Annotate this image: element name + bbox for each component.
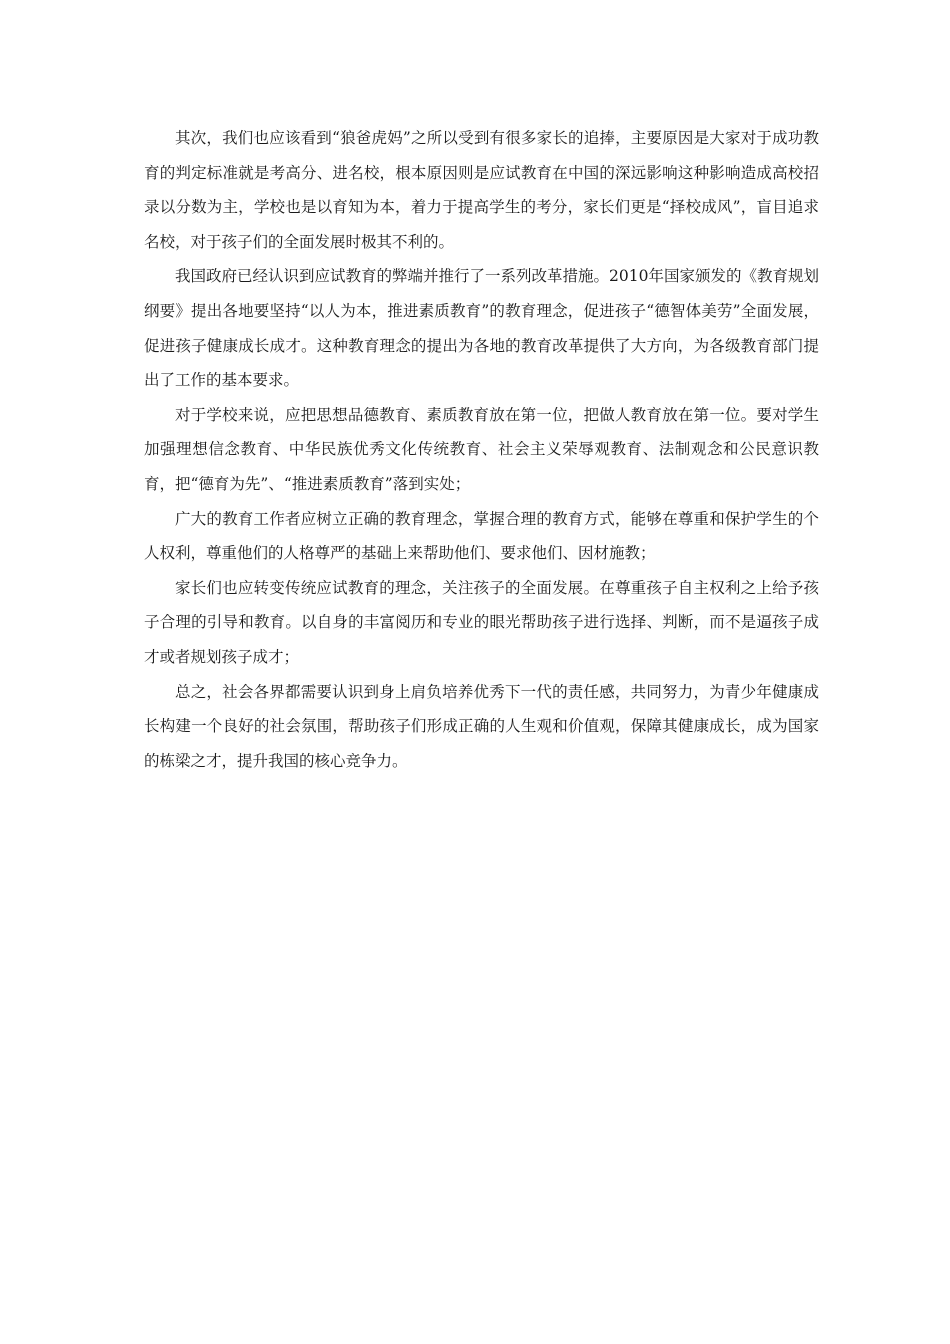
paragraph-4: 广大的教育工作者应树立正确的教育理念，掌握合理的教育方式，能够在尊重和保护学生的个人权利，尊重他们的人格尊严的基础上来帮助他们、要求他们、因材施教； <box>144 509 819 563</box>
paragraph-1: 其次，我们也应该看到“狼爸虎妈”之所以受到有很多家长的追捧，主要原因是大家对于成功教育的判定标准就是考高分、进名校，根本原因则是应试教育在中国的深远影响这种影响造成高校招录以分数为主，学校也是以育知为本，着力于提高学生的考分，家长们更是“择校成风”，盲目追求名校，对于孩子们的全面发展时极其不利的。 <box>144 129 819 251</box>
paragraph-2: 我国政府已经认识到应试教育的弊端并推行了一系列改革措施。2010年国家颁发的《教育规划纲要》提出各地要坚持“以人为本，推进素质教育”的教育理念，促进孩子“德智体美劳”全面发展，促进孩子健康成长成才。这种教育理念的提出为各地的教育改革提供了大方向，为各级教育部门提出了工作的基本要求。 <box>144 267 819 390</box>
document-body <box>144 121 819 778</box>
paragraph-5: 家长们也应转变传统应试教育的理念，关注孩子的全面发展。在尊重孩子自主权利之上给予孩子合理的引导和教育。以自身的丰富阅历和专业的眼光帮助孩子进行选择、判断，而不是逼孩子成才或者规划孩子成才； <box>144 578 819 666</box>
paragraph-3: 对于学校来说，应把思想品德教育、素质教育放在第一位，把做人教育放在第一位。要对学生加强理想信念教育、中华民族优秀文化传统教育、社会主义荣辱观教育、法制观念和公民意识教育，把“德育为先”、“推进素质教育”落到实处； <box>144 405 819 493</box>
paragraph-6: 总之，社会各界都需要认识到身上肩负培养优秀下一代的责任感，共同努力，为青少年健康成长构建一个良好的社会氛围，帮助孩子们形成正确的人生观和价值观，保障其健康成长，成为国家的栋梁之才，提升我国的核心竞争力。 <box>144 682 819 770</box>
